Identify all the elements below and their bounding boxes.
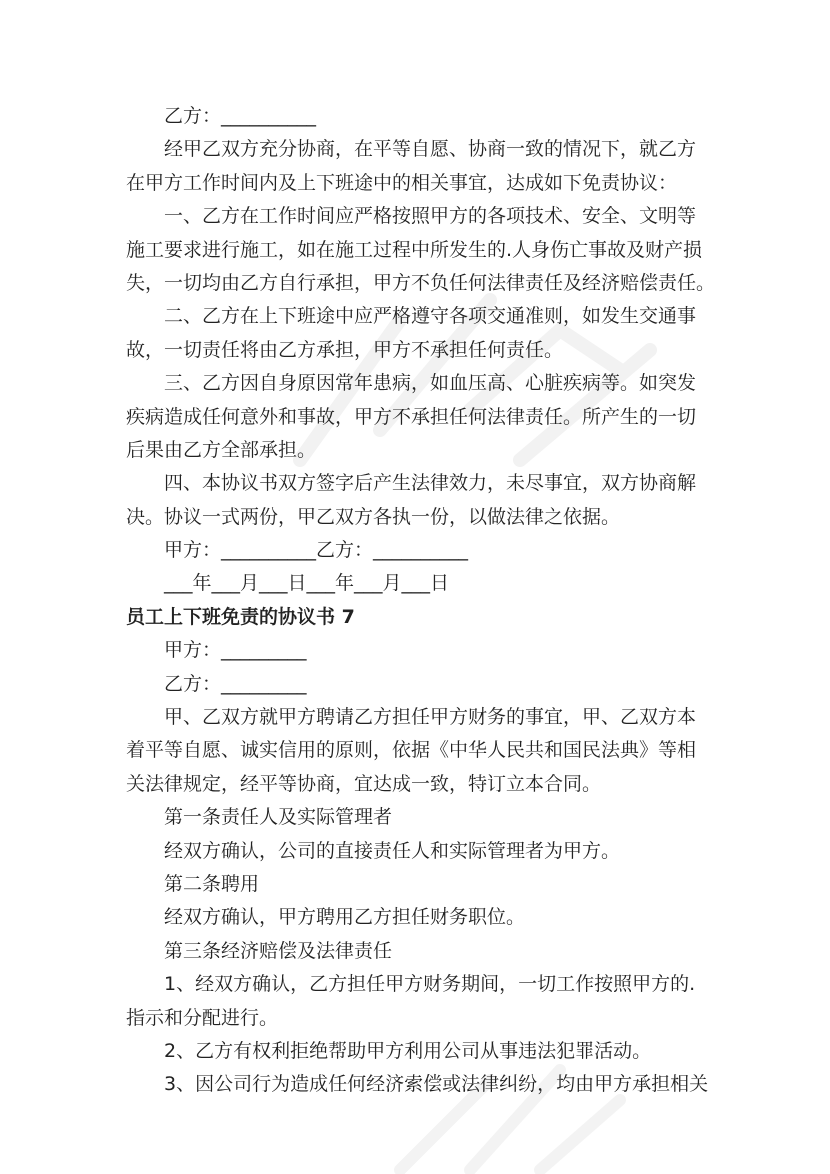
text-line: ___年___月___日___年___月___日 [164, 572, 450, 595]
text-line: 经双方确认，公司的直接责任人和实际管理者为甲方。 [164, 839, 621, 862]
text-line: 后果由乙方全部承担。 [126, 438, 317, 461]
text-line: 指示和分配进行。 [126, 1006, 279, 1029]
text-line: 三、乙方因自身原因常年患病，如血压高、心脏疾病等。如突发 [164, 372, 697, 395]
text-line: 关法律规定，经平等协商，宜达成一致，特订立本合同。 [126, 772, 602, 795]
text-line: 3、因公司行为造成任何经济索偿或法律纠纷，均由甲方承担相关 [164, 1073, 709, 1096]
text-line: 第二条聘用 [164, 872, 260, 895]
text-line: 在甲方工作时间内及上下班途中的相关事宜，达成如下免责协议： [126, 171, 678, 194]
text-line: 甲、乙双方就甲方聘请乙方担任甲方财务的事宜，甲、乙双方本 [164, 706, 697, 729]
text-line: 第三条经济赔偿及法律责任 [164, 939, 393, 962]
text-line: 失，一切均由乙方自行承担，甲方不负任何法律责任及经济赔偿责任。 [126, 271, 716, 294]
text-line: 决。协议一式两份，甲乙双方各执一份，以做法律之依据。 [126, 505, 621, 528]
text-line: 第一条责任人及实际管理者 [164, 806, 393, 829]
text-line: 故，一切责任将由乙方承担，甲方不承担任何责任。 [126, 338, 564, 361]
section-title: 员工上下班免责的协议书 7 [126, 605, 355, 628]
text-line: 甲方：__________乙方：__________ [164, 539, 469, 562]
text-line: 经甲乙双方充分协商，在平等自愿、协商一致的情况下，就乙方 [164, 138, 697, 161]
text-line: 经双方确认，甲方聘用乙方担任财务职位。 [164, 906, 526, 929]
text-line: 一、乙方在工作时间应严格按照甲方的各项技术、安全、文明等 [164, 205, 697, 228]
text-line: 施工要求进行施工，如在施工过程中所发生的.人身伤亡事故及财产损 [126, 238, 703, 261]
text-line: 四、本协议书双方签字后产生法律效力，未尽事宜，双方协商解 [164, 472, 697, 495]
text-line: 二、乙方在上下班途中应严格遵守各项交通准则，如发生交通事 [164, 305, 697, 328]
text-line: 1、经双方确认，乙方担任甲方财务期间，一切工作按照甲方的. [164, 973, 696, 996]
text-line: 甲方：_________ [164, 639, 307, 662]
text-line: 乙方：_________ [164, 672, 307, 695]
text-line: 2、乙方有权利拒绝帮助甲方利用公司从事违法犯罪活动。 [164, 1039, 652, 1062]
text-line: 着平等自愿、诚实信用的原则，依据《中华人民共和国民法典》等相 [126, 739, 697, 762]
text-line: 疾病造成任何意外和事故，甲方不承担任何法律责任。所产生的一切 [126, 405, 697, 428]
document-body [126, 100, 716, 1102]
text-line: 乙方：__________ [164, 105, 317, 127]
